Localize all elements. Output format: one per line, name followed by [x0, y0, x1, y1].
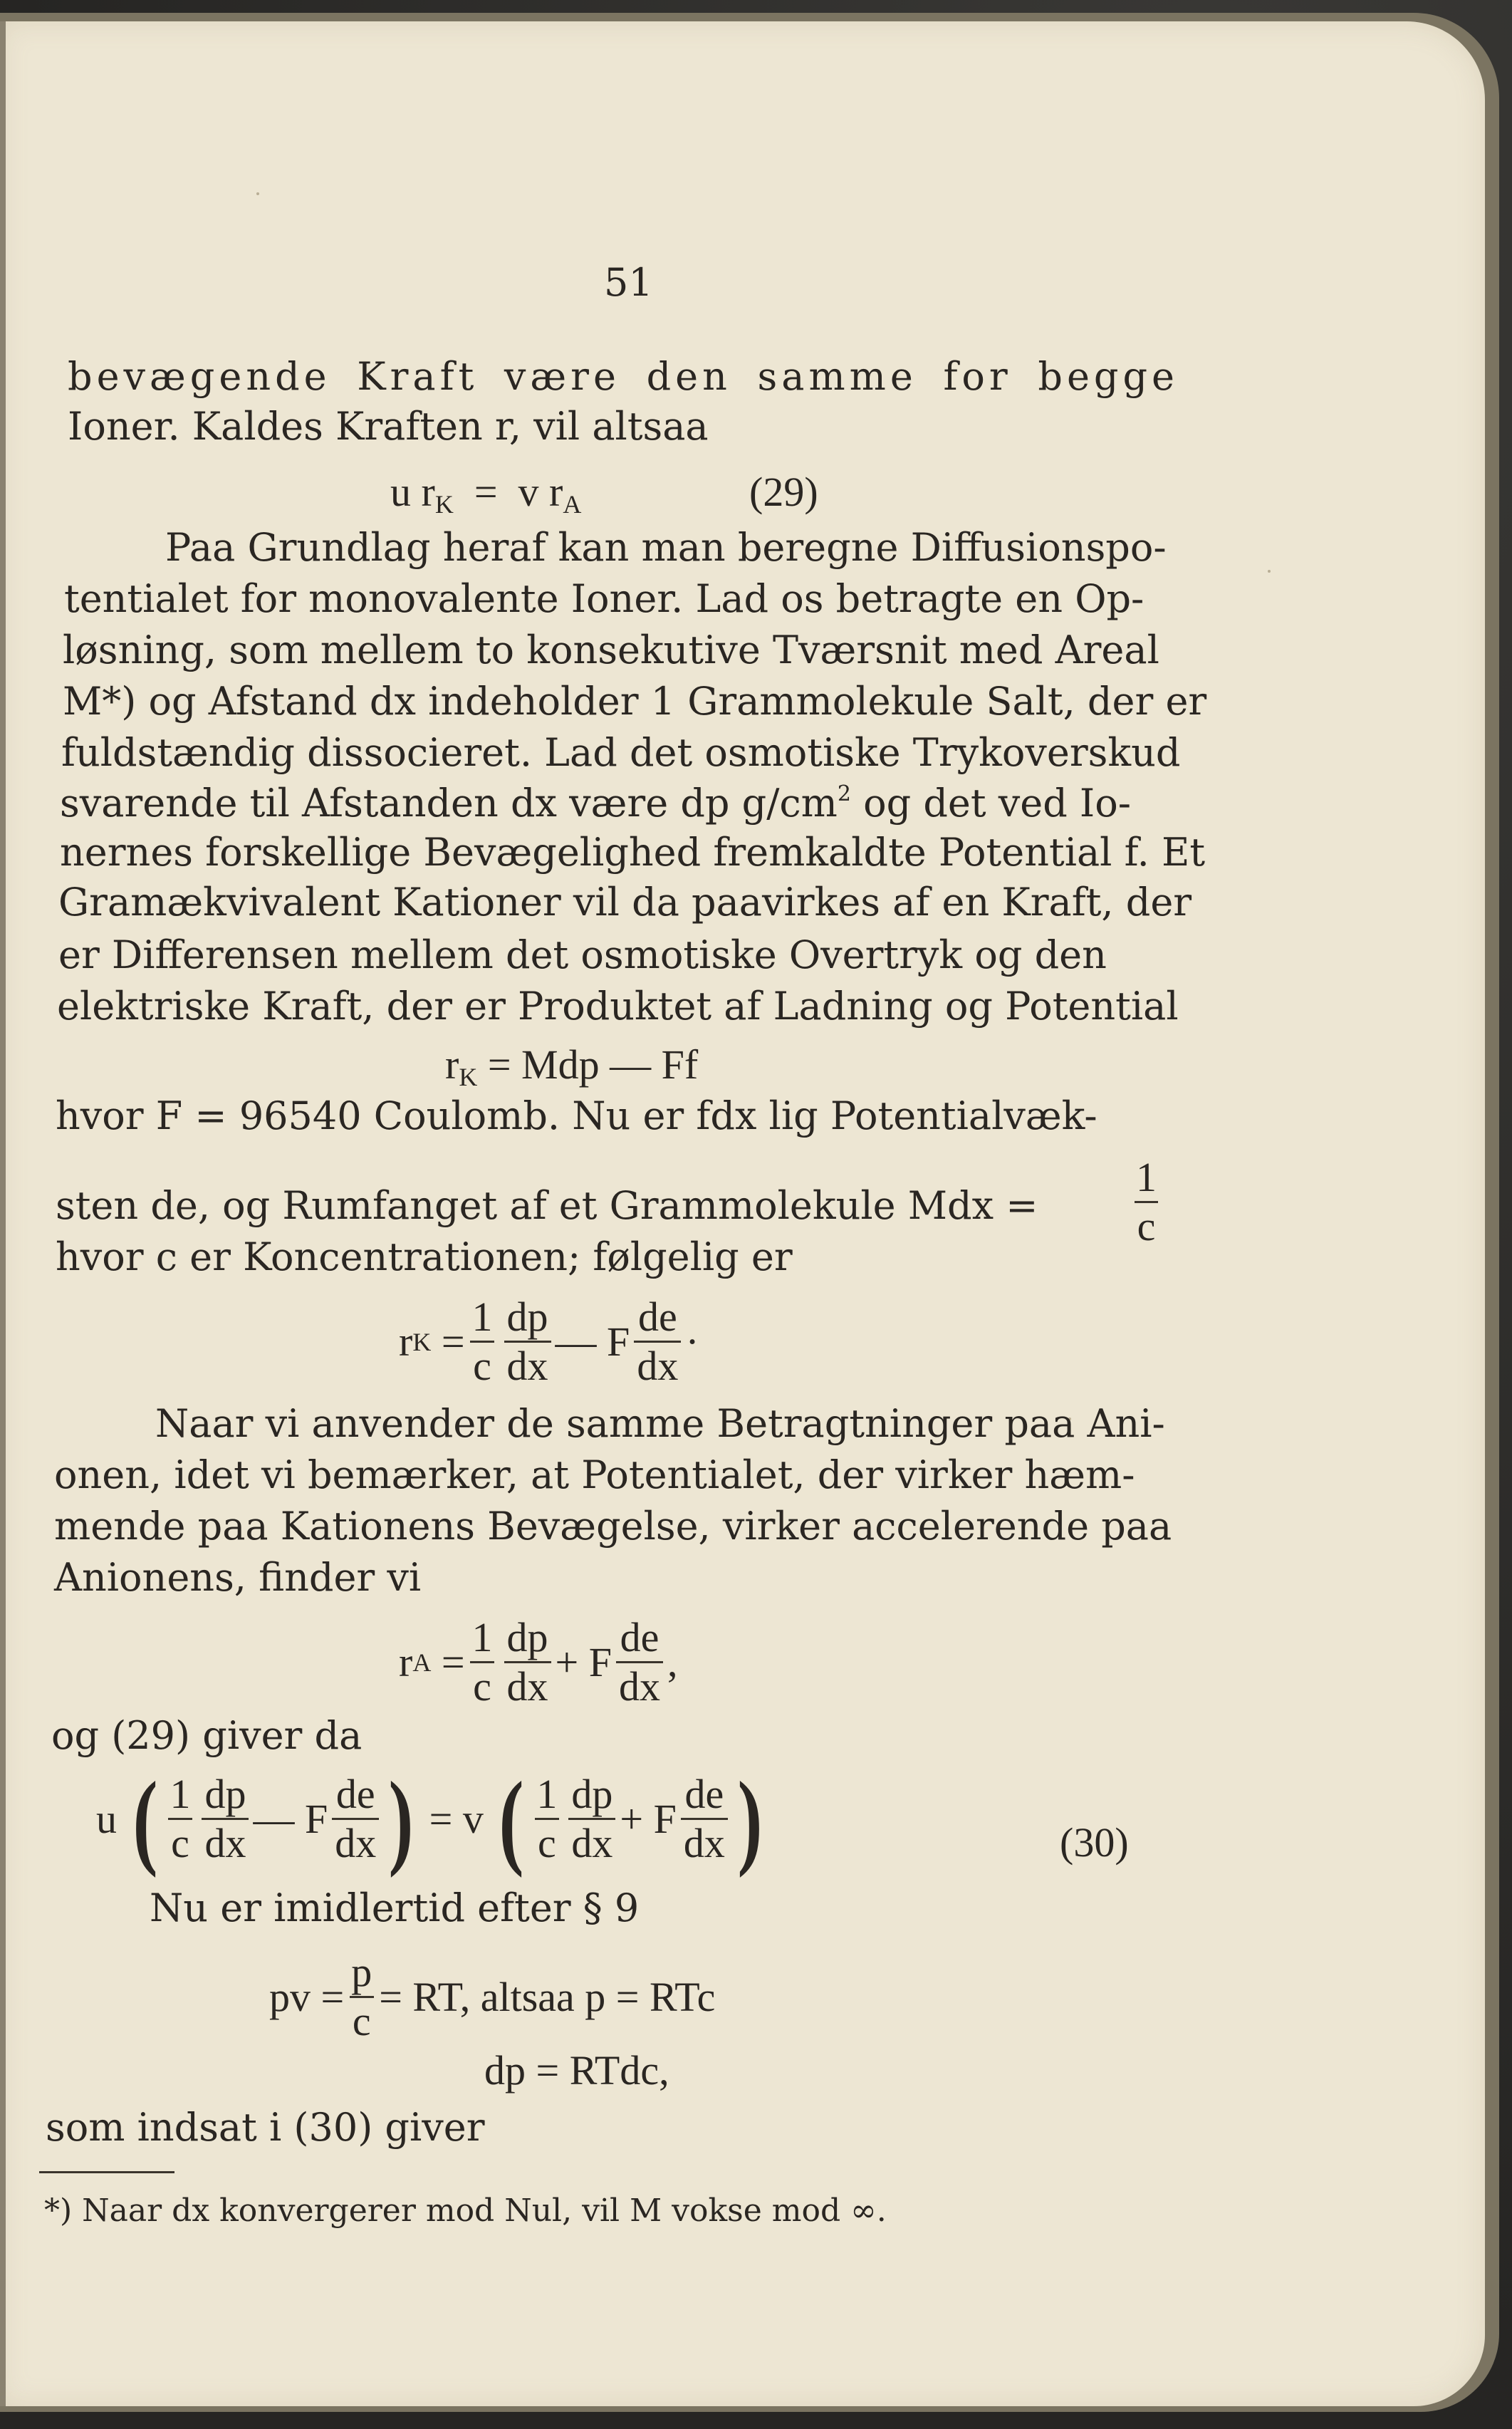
fraction-one-over-c: $\frac{1}{c}$	[1129, 1157, 1164, 1247]
para2-line-2: onen, idet vi bemærker, at Potentialet, der virker hæm-	[54, 1452, 1135, 1497]
equation-30: u ( $\frac{1}{c}$ $\frac{dp}{dx}$ — F $\frac{de}{dx}$ ) = v ( $\frac{1}{c}$ $\frac{dp}{dx}$ + F $\frac{de}{dx}$ )	[96, 1759, 763, 1878]
para1-line-9: er Differensen mellem det osmotiske Overtryk og den	[58, 932, 1107, 977]
para1-line-2: tentialet for monovalente Ioner. Lad os betragte en Op-	[64, 576, 1145, 621]
para1-line-8: Gramækvivalent Kationer vil da paavirkes af en Kraft, der	[58, 880, 1192, 925]
para2-line-1: Naar vi anvender de samme Betragtninger paa Ani-	[155, 1401, 1165, 1446]
footnote-rule	[39, 2171, 174, 2173]
para1-line-1: Paa Grundlag heraf kan man beregne Diffusionspo-	[165, 525, 1167, 570]
para2-line-3: mende paa Kationens Bevægelse, virker accelerende paa	[54, 1504, 1172, 1549]
para1-line-5: fuldstændig dissocieret. Lad det osmotiske Trykoverskud	[61, 730, 1181, 775]
equation-rk-force: $r_K$ = Mdp — Ff	[445, 1041, 699, 1091]
text-line-og-29: og (29) giver da	[51, 1713, 363, 1758]
footnote-text: Naar dx konvergerer mod Nul, vil M vokse mod ∞.	[82, 2193, 887, 2229]
para1-line-6: svarende til Afstanden dx være dp $g/cm^2$ og det ved Io-	[60, 781, 1132, 826]
equation-pv: pv = $\frac{p}{c}$ = RT, altsaa p = RTc	[269, 1949, 716, 2044]
footnote-marker: *)	[44, 2193, 73, 2229]
equation-dp: dp = RTdc,	[484, 2047, 669, 2093]
para1-line-3: løsning, som mellem to konsekutive Tværsnit med Areal	[63, 628, 1159, 672]
equation-29-label: (29)	[749, 469, 818, 515]
text-line-hvor-c: hvor c er Koncentrationen; følgelig er	[56, 1234, 793, 1279]
footnote	[44, 2195, 887, 2227]
text-line-nu-er: Nu er imidlertid efter § 9	[150, 1886, 640, 1930]
para1-line-4: M*) og Afstand dx indeholder 1 Grammolekule Salt, der er	[63, 679, 1207, 724]
equation-30-label: (30)	[1060, 1819, 1129, 1866]
para1-line-7: nernes forskellige Bevægelighed fremkaldte Potential f. Et	[60, 830, 1206, 875]
equation-rk-gradient: r K = $\frac{1}{c}$ $\frac{dp}{dx}$ — F $\frac{de}{dx}$ ·	[399, 1294, 699, 1389]
para2-line-4: Anionens, finder vi	[54, 1555, 422, 1600]
page-number: 51	[604, 260, 653, 305]
text-line-sten: sten de, og Rumfanget af et Grammolekule Mdx =	[56, 1183, 1038, 1228]
para1-line-10: elektriske Kraft, der er Produktet af Ladning og Potential	[57, 984, 1179, 1029]
text-line-2: Ioner. Kaldes Kraften r, vil altsaa	[68, 404, 709, 449]
equation-ra-gradient: r A = $\frac{1}{c}$ $\frac{dp}{dx}$ + F $\frac{de}{dx}$ ,	[399, 1614, 678, 1710]
text-line-1: bevægende Kraft være den samme for begge	[68, 354, 1179, 399]
text-line-hvor-f: hvor F = 96540 Coulomb. Nu er fdx lig Potentialvæk-	[56, 1093, 1097, 1138]
text-line-som-indsat: som indsat i (30) giver	[46, 2105, 485, 2150]
equation-29: u $r_K = v$ $r_A$	[390, 469, 582, 519]
